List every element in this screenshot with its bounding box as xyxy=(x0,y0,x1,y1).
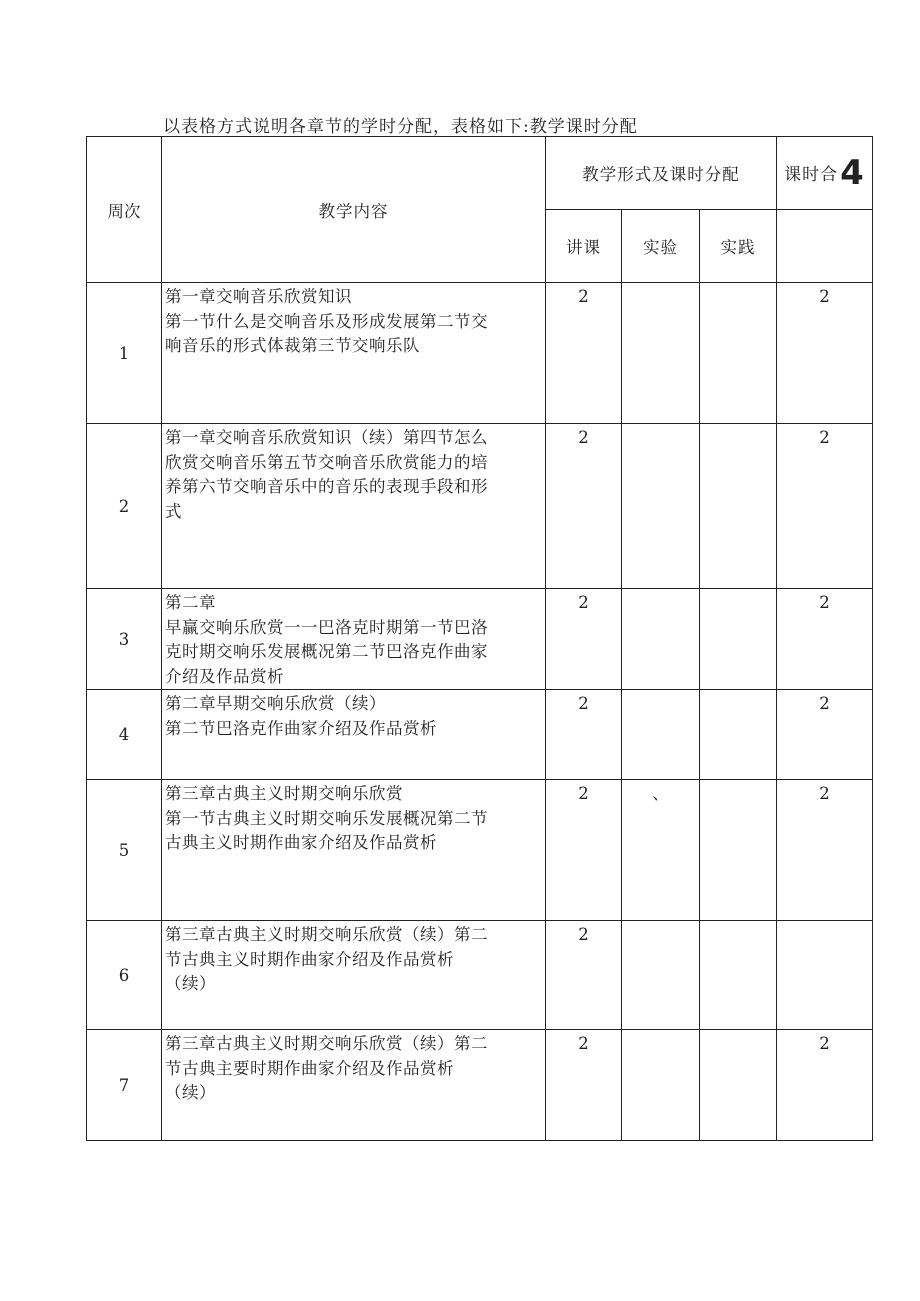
table-row xyxy=(87,589,873,690)
content-cell xyxy=(162,589,546,690)
content-line: 古典主义时期作曲家介绍及作品赏析 xyxy=(165,833,437,852)
schedule-body xyxy=(87,137,873,1141)
week-cell: 6 xyxy=(87,921,162,1030)
week-cell: 3 xyxy=(87,589,162,690)
total-cell: 2 xyxy=(777,780,873,921)
practice-cell xyxy=(700,690,777,780)
intro-text: 以表格方式说明各章节的学时分配，表格如下:教学课时分配 xyxy=(163,117,638,137)
content-cell xyxy=(162,424,546,589)
table-row xyxy=(87,424,873,589)
practice-cell xyxy=(700,589,777,690)
content-line: 第三章古典主义时期交响乐欣赏 xyxy=(165,784,403,803)
total-cell: 2 xyxy=(777,424,873,589)
total-cell: 2 xyxy=(777,589,873,690)
table-row xyxy=(87,283,873,424)
schedule-table xyxy=(86,136,873,1141)
content-line: 第一节古典主义时期交响乐发展概况第二节 xyxy=(165,808,488,828)
content-cell xyxy=(162,780,546,921)
header-practice: 实践 xyxy=(700,210,777,283)
lecture-cell: 2 xyxy=(546,283,622,424)
header-content: 教学内容 xyxy=(162,137,546,283)
header-total-suffix: 4 xyxy=(840,153,865,193)
practice-cell xyxy=(700,1030,777,1141)
experiment-cell xyxy=(622,1030,700,1141)
header-experiment: 实验 xyxy=(622,210,700,283)
content-line: （续） xyxy=(165,1083,216,1102)
experiment-cell xyxy=(622,283,700,424)
lecture-cell: 2 xyxy=(546,589,622,690)
content-line: 早赢交响乐欣赏一一巴洛克时期第一节巴洛 xyxy=(165,617,488,637)
content-line: 第三章古典主义时期交响乐欣赏（续）第二 xyxy=(165,1034,488,1053)
content-line: （续） xyxy=(165,974,216,993)
lecture-cell: 2 xyxy=(546,1030,622,1141)
practice-cell xyxy=(700,780,777,921)
content-line: 节古典主要时期作曲家介绍及作品赏析 xyxy=(165,1058,454,1078)
lecture-cell: 2 xyxy=(546,780,622,921)
experiment-cell xyxy=(622,690,700,780)
header-row xyxy=(87,137,873,210)
practice-cell xyxy=(700,283,777,424)
lecture-cell: 2 xyxy=(546,424,622,589)
experiment-cell xyxy=(622,921,700,1030)
content-cell xyxy=(162,1030,546,1141)
total-cell: 2 xyxy=(777,1030,873,1141)
total-cell xyxy=(777,921,873,1030)
header-lecture: 讲课 xyxy=(546,210,622,283)
header-form-group: 教学形式及课时分配 xyxy=(546,137,777,210)
content-cell xyxy=(162,283,546,424)
week-cell: 4 xyxy=(87,690,162,780)
content-line: 克时期交响乐发展概况第二节巴洛克作曲家 xyxy=(165,642,488,661)
experiment-cell xyxy=(622,589,700,690)
content-line: 第一章交响音乐欣赏知识 xyxy=(165,287,352,306)
content-line: 第二章早期交响乐欣赏（续） xyxy=(165,694,386,713)
content-line: 第一节什么是交响音乐及形成发展第二节交 xyxy=(165,311,488,331)
content-line: 节古典主义时期作曲家介绍及作品赏析 xyxy=(165,949,454,969)
table-row xyxy=(87,780,873,921)
table-row xyxy=(87,921,873,1030)
table-row xyxy=(87,690,873,780)
experiment-cell: 、 xyxy=(622,780,700,921)
week-cell: 7 xyxy=(87,1030,162,1141)
header-week: 周次 xyxy=(87,137,162,283)
lecture-cell: 2 xyxy=(546,690,622,780)
content-line: 第二章 xyxy=(165,593,216,612)
lecture-cell: 2 xyxy=(546,921,622,1030)
week-cell: 5 xyxy=(87,780,162,921)
content-line: 式 xyxy=(165,501,182,521)
content-line: 欣赏交响音乐第五节交响音乐欣赏能力的培 xyxy=(165,452,488,472)
content-cell xyxy=(162,921,546,1030)
content-line: 第一章交响音乐欣赏知识（续）第四节怎么 xyxy=(165,428,488,447)
week-cell: 2 xyxy=(87,424,162,589)
content-cell xyxy=(162,690,546,780)
content-line: 第三章古典主义时期交响乐欣赏（续）第二 xyxy=(165,925,488,944)
table-row xyxy=(87,1030,873,1141)
practice-cell xyxy=(700,424,777,589)
content-line: 养第六节交响音乐中的音乐的表现手段和形 xyxy=(165,477,488,496)
header-total xyxy=(777,137,873,210)
header-blank-cell xyxy=(777,210,873,283)
practice-cell xyxy=(700,921,777,1030)
content-line: 第二节巴洛克作曲家介绍及作品赏析 xyxy=(165,718,437,738)
content-line: 介绍及作品赏析 xyxy=(165,666,284,686)
total-cell: 2 xyxy=(777,283,873,424)
total-cell: 2 xyxy=(777,690,873,780)
header-total-label: 课时合 xyxy=(784,165,839,185)
content-line: 响音乐的形式体裁第三节交响乐队 xyxy=(165,336,420,355)
week-cell: 1 xyxy=(87,283,162,424)
experiment-cell xyxy=(622,424,700,589)
